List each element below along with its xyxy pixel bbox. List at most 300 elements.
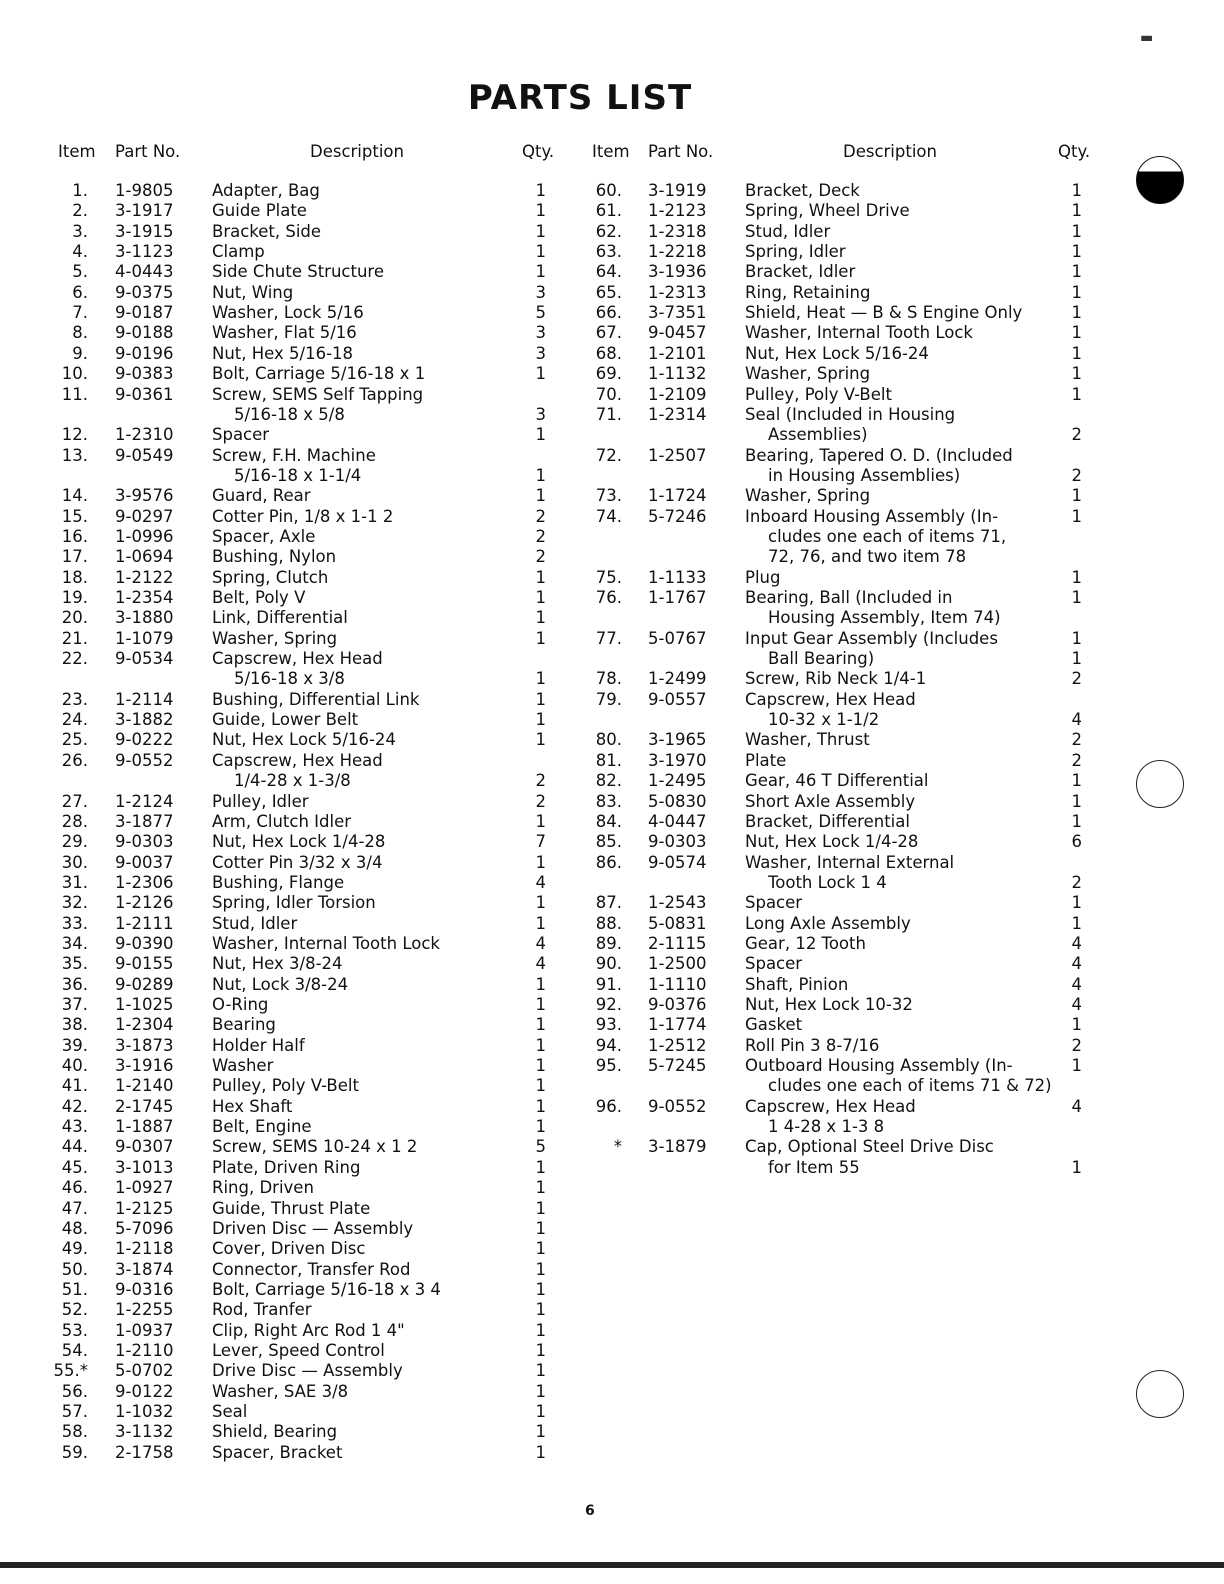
part-number: 1-2110 (115, 1341, 174, 1360)
table-row (0, 1260, 1224, 1280)
part-number: 1-2306 (115, 873, 174, 892)
quantity: 6 (1071, 832, 1082, 851)
quantity: 1 (535, 181, 546, 200)
part-number: 1-1132 (648, 364, 707, 383)
part-description: Gear, 12 Tooth (745, 934, 866, 953)
part-number: 9-0457 (648, 323, 707, 342)
quantity: 3 (535, 405, 546, 424)
quantity: 2 (1071, 669, 1082, 688)
part-description: Stud, Idler (212, 914, 298, 933)
header-qty: Qty. (522, 142, 555, 161)
item-number: * (613, 1137, 622, 1156)
quantity: 1 (535, 588, 546, 607)
quantity: 1 (535, 486, 546, 505)
item-number: 96. (595, 1097, 622, 1116)
part-description: Spacer (212, 425, 270, 444)
part-description: 1/4-28 x 1-3/8 (234, 771, 351, 790)
item-number: 42. (61, 1097, 88, 1116)
part-description: Nut, Hex Lock 10-32 (745, 995, 913, 1014)
part-description: Spring, Idler (745, 242, 846, 261)
item-number: 72. (595, 446, 622, 465)
part-number: 3-1916 (115, 1056, 174, 1075)
part-number: 2-1745 (115, 1097, 174, 1116)
item-number: 23. (61, 690, 88, 709)
table-row (0, 954, 1224, 974)
quantity: 1 (535, 1280, 546, 1299)
quantity: 1 (535, 201, 546, 220)
quantity: 1 (535, 1036, 546, 1055)
quantity: 1 (535, 425, 546, 444)
table-row (0, 466, 1224, 486)
item-number: 33. (61, 914, 88, 933)
part-description: Washer (212, 1056, 274, 1075)
item-number: 75. (595, 568, 622, 587)
item-number: 9. (72, 344, 88, 363)
part-number: 1-2140 (115, 1076, 174, 1095)
part-description: Housing Assembly, Item 74) (768, 608, 1001, 627)
quantity: 1 (535, 1300, 546, 1319)
part-description: Drive Disc — Assembly (212, 1361, 403, 1380)
part-description: Spacer, Bracket (212, 1443, 343, 1462)
part-number: 9-0222 (115, 730, 174, 749)
quantity: 1 (1071, 1056, 1082, 1075)
part-number: 3-1880 (115, 608, 174, 627)
part-description: Spacer (745, 954, 803, 973)
item-number: 13. (61, 446, 88, 465)
quantity: 4 (535, 954, 546, 973)
quantity: 1 (1071, 649, 1082, 668)
quantity: 2 (1071, 873, 1082, 892)
quantity: 1 (1071, 1158, 1082, 1177)
part-number: 1-2304 (115, 1015, 174, 1034)
table-row (0, 1402, 1224, 1422)
part-number: 1-2543 (648, 893, 707, 912)
item-number: 51. (61, 1280, 88, 1299)
quantity: 1 (535, 893, 546, 912)
item-number: 35. (61, 954, 88, 973)
table-row (0, 181, 1224, 201)
quantity: 1 (535, 262, 546, 281)
part-description: cludes one each of items 71 & 72) (768, 1076, 1052, 1095)
part-number: 9-0303 (648, 832, 707, 851)
table-row (0, 1015, 1224, 1035)
quantity: 1 (535, 1361, 546, 1380)
item-number: 59. (61, 1443, 88, 1462)
item-number: 15. (61, 507, 88, 526)
item-number: 39. (61, 1036, 88, 1055)
part-description: Side Chute Structure (212, 262, 384, 281)
part-number: 1-1032 (115, 1402, 174, 1421)
table-row (0, 405, 1224, 425)
part-description: Nut, Hex 3/8-24 (212, 954, 343, 973)
part-number: 9-0383 (115, 364, 174, 383)
part-number: 1-0937 (115, 1321, 174, 1340)
item-number: 20. (61, 608, 88, 627)
part-number: 1-2507 (648, 446, 707, 465)
part-description: Bracket, Side (212, 222, 322, 241)
part-description: Washer, Internal Tooth Lock (212, 934, 440, 953)
table-row (0, 975, 1224, 995)
table-row (0, 1076, 1224, 1096)
table-row (0, 1219, 1224, 1239)
part-description: 10-32 x 1-1/2 (768, 710, 880, 729)
quantity: 2 (1071, 751, 1082, 770)
part-description: Gasket (745, 1015, 803, 1034)
table-row (0, 201, 1224, 221)
item-number: 80. (595, 730, 622, 749)
part-description: Assemblies) (768, 425, 868, 444)
quantity: 4 (535, 934, 546, 953)
item-number: 26. (61, 751, 88, 770)
quantity: 1 (1071, 303, 1082, 322)
part-description: Spring, Clutch (212, 568, 329, 587)
part-number: 9-0155 (115, 954, 174, 973)
part-description: Long Axle Assembly (745, 914, 911, 933)
part-number: 5-0702 (115, 1361, 174, 1380)
item-number: 62. (595, 222, 622, 241)
table-row (0, 690, 1224, 710)
item-number: 40. (61, 1056, 88, 1075)
quantity: 1 (535, 914, 546, 933)
header-qty: Qty. (1058, 142, 1091, 161)
part-description: Spring, Idler Torsion (212, 893, 376, 912)
part-number: 1-2318 (648, 222, 707, 241)
part-description: Plate, Driven Ring (212, 1158, 361, 1177)
part-description: Washer, Lock 5/16 (212, 303, 364, 322)
quantity: 1 (535, 1076, 546, 1095)
quantity: 1 (1071, 771, 1082, 790)
table-row (0, 1178, 1224, 1198)
part-number: 1-0996 (115, 527, 174, 546)
part-description: Hex Shaft (212, 1097, 293, 1116)
item-number: 37. (61, 995, 88, 1014)
part-description: Gear, 46 T Differential (745, 771, 929, 790)
quantity: 4 (535, 873, 546, 892)
item-number: 53. (61, 1321, 88, 1340)
part-number: 9-0122 (115, 1382, 174, 1401)
part-number: 3-1970 (648, 751, 707, 770)
quantity: 1 (1071, 507, 1082, 526)
item-number: 32. (61, 893, 88, 912)
quantity: 1 (535, 690, 546, 709)
table-row (0, 1158, 1224, 1178)
part-number: 3-1123 (115, 242, 174, 261)
part-number: 3-1917 (115, 201, 174, 220)
item-number: 54. (61, 1341, 88, 1360)
part-description: Capscrew, Hex Head (212, 649, 383, 668)
quantity: 1 (535, 1402, 546, 1421)
part-description: Washer, Internal Tooth Lock (745, 323, 973, 342)
part-description: Stud, Idler (745, 222, 831, 241)
item-number: 41. (61, 1076, 88, 1095)
part-description: Guide, Thrust Plate (212, 1199, 371, 1218)
item-number: 66. (595, 303, 622, 322)
table-row (0, 608, 1224, 628)
part-number: 9-0375 (115, 283, 174, 302)
part-description: Pulley, Poly V-Belt (745, 385, 892, 404)
header-item: Item (58, 142, 96, 161)
part-number: 1-2255 (115, 1300, 174, 1319)
part-number: 3-1915 (115, 222, 174, 241)
part-description: 5/16-18 x 1-1/4 (234, 466, 362, 485)
part-number: 1-1025 (115, 995, 174, 1014)
item-number: 88. (595, 914, 622, 933)
part-description: Bolt, Carriage 5/16-18 x 3 4 (212, 1280, 441, 1299)
part-number: 1-2123 (648, 201, 707, 220)
part-number: 5-0767 (648, 629, 707, 648)
table-row (0, 934, 1224, 954)
part-number: 3-7351 (648, 303, 707, 322)
part-number: 1-1079 (115, 629, 174, 648)
part-number: 4-0443 (115, 262, 174, 281)
item-number: 19. (61, 588, 88, 607)
part-number: 5-7246 (648, 507, 707, 526)
table-row (0, 425, 1224, 445)
part-description: Seal (Included in Housing (745, 405, 956, 424)
quantity: 1 (1071, 629, 1082, 648)
part-description: Screw, Rib Neck 1/4-1 (745, 669, 927, 688)
part-number: 4-0447 (648, 812, 707, 831)
item-number: 76. (595, 588, 622, 607)
quantity: 4 (1071, 934, 1082, 953)
part-description: Washer, Spring (745, 364, 871, 383)
part-number: 9-0289 (115, 975, 174, 994)
table-row (0, 1199, 1224, 1219)
part-number: 9-0574 (648, 853, 707, 872)
quantity: 1 (1071, 262, 1082, 281)
part-number: 1-2126 (115, 893, 174, 912)
quantity: 1 (1071, 181, 1082, 200)
table-row (0, 1443, 1224, 1463)
part-description: Bracket, Idler (745, 262, 856, 281)
part-number: 1-2125 (115, 1199, 174, 1218)
part-number: 3-1882 (115, 710, 174, 729)
item-number: 43. (61, 1117, 88, 1136)
table-row (0, 1321, 1224, 1341)
part-description: Plate (745, 751, 787, 770)
part-number: 9-0307 (115, 1137, 174, 1156)
quantity: 1 (1071, 242, 1082, 261)
item-number: 65. (595, 283, 622, 302)
part-description: Screw, SEMS 10-24 x 1 2 (212, 1137, 418, 1156)
part-description: Nut, Wing (212, 283, 294, 302)
table-row (0, 995, 1224, 1015)
item-number: 11. (61, 385, 88, 404)
part-description: Bushing, Differential Link (212, 690, 420, 709)
part-number: 1-2109 (648, 385, 707, 404)
part-description: Nut, Lock 3/8-24 (212, 975, 349, 994)
part-number: 2-1758 (115, 1443, 174, 1462)
part-number: 5-0831 (648, 914, 707, 933)
item-number: 38. (61, 1015, 88, 1034)
header-description: Description (843, 142, 937, 161)
item-number: 17. (61, 547, 88, 566)
quantity: 2 (1071, 425, 1082, 444)
item-number: 50. (61, 1260, 88, 1279)
quantity: 1 (1071, 486, 1082, 505)
quantity: 2 (1071, 730, 1082, 749)
part-number: 9-0390 (115, 934, 174, 953)
table-row (0, 812, 1224, 832)
table-row (0, 323, 1224, 343)
scan-mark: ▬ (1140, 30, 1154, 46)
quantity: 1 (535, 1443, 546, 1462)
part-description: Screw, F.H. Machine (212, 446, 376, 465)
quantity: 1 (535, 568, 546, 587)
table-row (0, 588, 1224, 608)
part-description: Spacer, Axle (212, 527, 316, 546)
item-number: 44. (61, 1137, 88, 1156)
quantity: 1 (535, 1097, 546, 1116)
table-row (0, 1137, 1224, 1157)
part-number: 1-2218 (648, 242, 707, 261)
quantity: 4 (1071, 954, 1082, 973)
part-number: 9-0376 (648, 995, 707, 1014)
item-number: 28. (61, 812, 88, 831)
part-description: Clamp (212, 242, 265, 261)
item-number: 93. (595, 1015, 622, 1034)
part-description: Bearing (212, 1015, 276, 1034)
part-description: Nut, Hex 5/16-18 (212, 344, 354, 363)
part-number: 2-1115 (648, 934, 707, 953)
table-row (0, 1036, 1224, 1056)
part-description: Short Axle Assembly (745, 792, 916, 811)
item-number: 29. (61, 832, 88, 851)
part-number: 3-1965 (648, 730, 707, 749)
quantity: 1 (535, 1158, 546, 1177)
item-number: 67. (595, 323, 622, 342)
item-number: 86. (595, 853, 622, 872)
header-item: Item (592, 142, 630, 161)
part-number: 1-1133 (648, 568, 707, 587)
quantity: 1 (535, 1178, 546, 1197)
item-number: 52. (61, 1300, 88, 1319)
item-number: 73. (595, 486, 622, 505)
item-number: 89. (595, 934, 622, 953)
quantity: 1 (1071, 323, 1082, 342)
part-description: Cotter Pin, 1/8 x 1-1 2 (212, 507, 394, 526)
item-number: 92. (595, 995, 622, 1014)
part-description: Bushing, Nylon (212, 547, 337, 566)
item-number: 18. (61, 568, 88, 587)
part-description: 5/16-18 x 3/8 (234, 669, 345, 688)
item-number: 95. (595, 1056, 622, 1075)
item-number: 6. (72, 283, 88, 302)
quantity: 2 (535, 792, 546, 811)
part-description: Capscrew, Hex Head (745, 1097, 916, 1116)
quantity: 1 (1071, 385, 1082, 404)
table-row (0, 649, 1224, 669)
quantity: 1 (535, 669, 546, 688)
item-number: 77. (595, 629, 622, 648)
quantity: 1 (535, 364, 546, 383)
part-description: 72, 76, and two item 78 (768, 547, 967, 566)
part-number: 1-2114 (115, 690, 174, 709)
part-description: Outboard Housing Assembly (In- (745, 1056, 1013, 1075)
quantity: 1 (1071, 812, 1082, 831)
part-description: Arm, Clutch Idler (212, 812, 352, 831)
item-number: 22. (61, 649, 88, 668)
quantity: 2 (535, 527, 546, 546)
quantity: 1 (535, 242, 546, 261)
table-row (0, 1361, 1224, 1381)
bottom-rule (0, 1562, 1224, 1568)
part-description: 5/16-18 x 5/8 (234, 405, 345, 424)
part-number: 1-2101 (648, 344, 707, 363)
quantity: 1 (1071, 1015, 1082, 1034)
part-number: 1-2111 (115, 914, 174, 933)
part-description: Guide, Lower Belt (212, 710, 359, 729)
part-number: 3-1877 (115, 812, 174, 831)
quantity: 1 (535, 1239, 546, 1258)
part-number: 1-2499 (648, 669, 707, 688)
quantity: 1 (1071, 364, 1082, 383)
part-number: 1-1767 (648, 588, 707, 607)
table-row (0, 568, 1224, 588)
quantity: 4 (1071, 1097, 1082, 1116)
part-number: 1-1110 (648, 975, 707, 994)
quantity: 1 (535, 730, 546, 749)
quantity: 1 (535, 1056, 546, 1075)
quantity: 1 (535, 1015, 546, 1034)
item-number: 3. (72, 222, 88, 241)
item-number: 74. (595, 507, 622, 526)
item-number: 8. (72, 323, 88, 342)
table-row (0, 629, 1224, 649)
part-number: 5-0830 (648, 792, 707, 811)
part-description: Pulley, Idler (212, 792, 309, 811)
item-number: 48. (61, 1219, 88, 1238)
table-row (0, 710, 1224, 730)
part-description: Spacer (745, 893, 803, 912)
part-description: Guard, Rear (212, 486, 311, 505)
part-number: 9-0361 (115, 385, 174, 404)
part-description: Nut, Hex Lock 1/4-28 (212, 832, 386, 851)
part-number: 1-2512 (648, 1036, 707, 1055)
item-number: 24. (61, 710, 88, 729)
part-number: 9-0557 (648, 690, 707, 709)
part-description: Inboard Housing Assembly (In- (745, 507, 999, 526)
part-description: Washer, Spring (212, 629, 338, 648)
item-number: 27. (61, 792, 88, 811)
part-description: Lever, Speed Control (212, 1341, 385, 1360)
part-description: Clip, Right Arc Rod 1 4" (212, 1321, 405, 1340)
part-description: Input Gear Assembly (Includes (745, 629, 998, 648)
part-number: 1-2122 (115, 568, 174, 587)
item-number: 45. (61, 1158, 88, 1177)
part-number: 1-2313 (648, 283, 707, 302)
item-number: 79. (595, 690, 622, 709)
quantity: 2 (1071, 1036, 1082, 1055)
part-number: 3-1879 (648, 1137, 707, 1156)
item-number: 81. (595, 751, 622, 770)
part-description: Shield, Bearing (212, 1422, 338, 1441)
table-row (0, 364, 1224, 384)
part-description: Tooth Lock 1 4 (768, 873, 887, 892)
quantity: 1 (535, 1219, 546, 1238)
quantity: 1 (1071, 588, 1082, 607)
part-number: 1-2124 (115, 792, 174, 811)
quantity: 1 (535, 975, 546, 994)
quantity: 4 (1071, 710, 1082, 729)
quantity: 2 (535, 771, 546, 790)
part-description: Rod, Tranfer (212, 1300, 312, 1319)
item-number: 64. (595, 262, 622, 281)
part-description: Nut, Hex Lock 1/4-28 (745, 832, 919, 851)
part-number: 5-7245 (648, 1056, 707, 1075)
quantity: 2 (1071, 466, 1082, 485)
item-number: 70. (595, 385, 622, 404)
